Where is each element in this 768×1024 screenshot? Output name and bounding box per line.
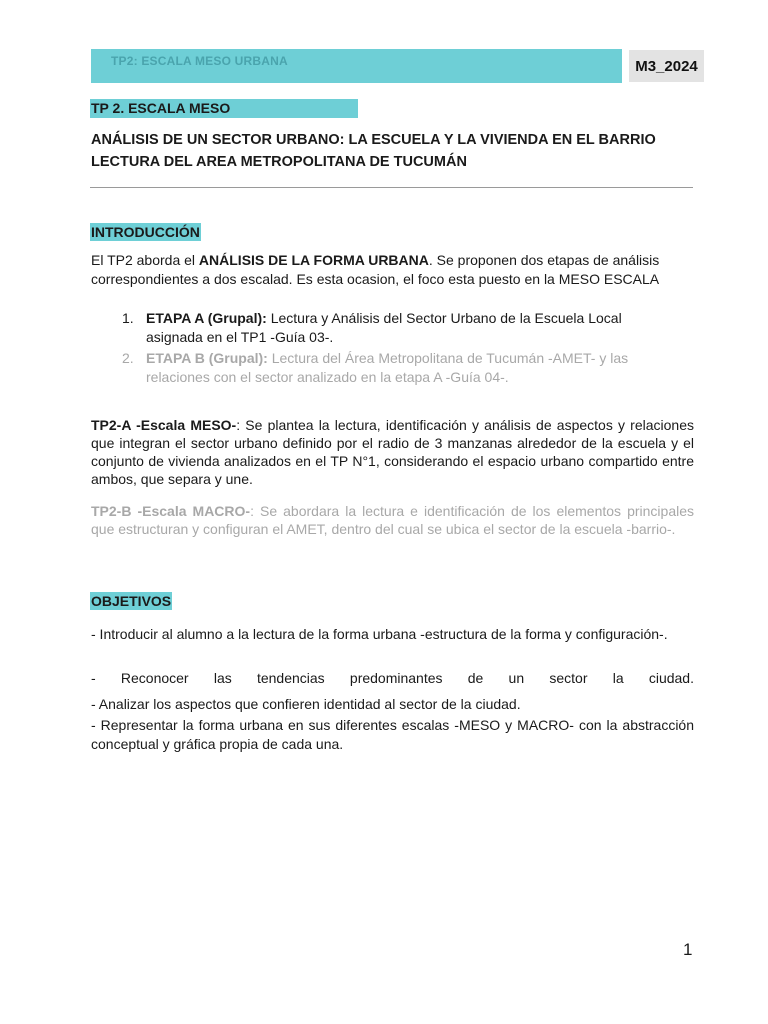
intro-heading-wrap (90, 222, 201, 242)
tp2a-text: : Se plantea la lectura, identificación y análisis de aspectos y relaciones que integran el sector urbano definido por el radio de 3 manzanas alrededor de la escuela y el conjunto de vivienda analizados en el TP N°1, considerando el espacio urbano compartido entre ambos, que separa y une. (91, 417, 694, 487)
list-item-number: 2. (122, 350, 134, 366)
main-title (91, 129, 701, 173)
objective-item: - Introducir al alumno a la lectura de la forma urbana -estructura de la forma y configuración-. (91, 626, 668, 642)
intro-text-end: . Se proponen dos etapas de análisis correspondientes a dos escalad. Es esta ocasion, el foco esta puesto en la MESO ESCALA (91, 252, 660, 287)
objective-item: - Reconocer las tendencias predominantes de un sector la ciudad. (91, 670, 694, 686)
intro-heading: INTRODUCCIÓN (91, 224, 200, 240)
stage-text: Lectura y Análisis del Sector Urbano de la Escuela Local asignada en el TP1 -Guía 03-. (146, 310, 622, 345)
stages-list (119, 309, 679, 389)
tp-title: TP 2. ESCALA MESO (90, 99, 358, 118)
header-band (91, 49, 622, 83)
objective-item: - Analizar los aspectos que confieren identidad al sector de la ciudad. (91, 696, 521, 712)
tp2a-paragraph (91, 416, 694, 488)
list-item-number: 1. (122, 310, 134, 326)
header-band-text: TP2: ESCALA MESO URBANA (111, 54, 288, 68)
tp2b-text: : Se abordara la lectura e identificación de los elementos principales que estructuran y configuran el AMET, dentro del cual se ubica el sector de la escuela -barrio-. (91, 503, 694, 537)
stage-label: ETAPA A (Grupal): (146, 310, 267, 326)
page-number: 1 (683, 940, 693, 959)
intro-text-start: El TP2 aborda el (91, 252, 199, 268)
document-code: M3_2024 (629, 50, 704, 82)
objective-item: - Representar la forma urbana en sus diferentes escalas -MESO y MACRO- con la abstracción conceptual y gráfica propia de cada una. (91, 717, 694, 752)
tp2a-label: TP2-A -Escala MESO- (91, 417, 237, 433)
stage-text: Lectura del Área Metropolitana de Tucumán -AMET- y las relaciones con el sector analizado en la etapa A -Guía 04-. (146, 350, 629, 385)
tp2b-label: TP2-B -Escala MACRO- (91, 503, 251, 519)
divider (90, 187, 693, 188)
objectives-heading: OBJETIVOS (91, 593, 172, 609)
main-title-line1: ANÁLISIS DE UN SECTOR URBANO: LA ESCUELA Y LA VIVIENDA EN EL BARRIO (91, 132, 656, 148)
tp2b-paragraph (91, 502, 694, 538)
intro-text-bold: ANÁLISIS DE LA FORMA URBANA (198, 252, 429, 268)
objectives-heading-wrap (90, 591, 172, 611)
list-item (119, 349, 679, 387)
list-item (119, 309, 679, 347)
stage-label: ETAPA B (Grupal): (146, 350, 268, 366)
main-title-line2: LECTURA DEL AREA METROPOLITANA DE TUCUMÁN (91, 154, 467, 170)
intro-paragraph (91, 251, 694, 289)
